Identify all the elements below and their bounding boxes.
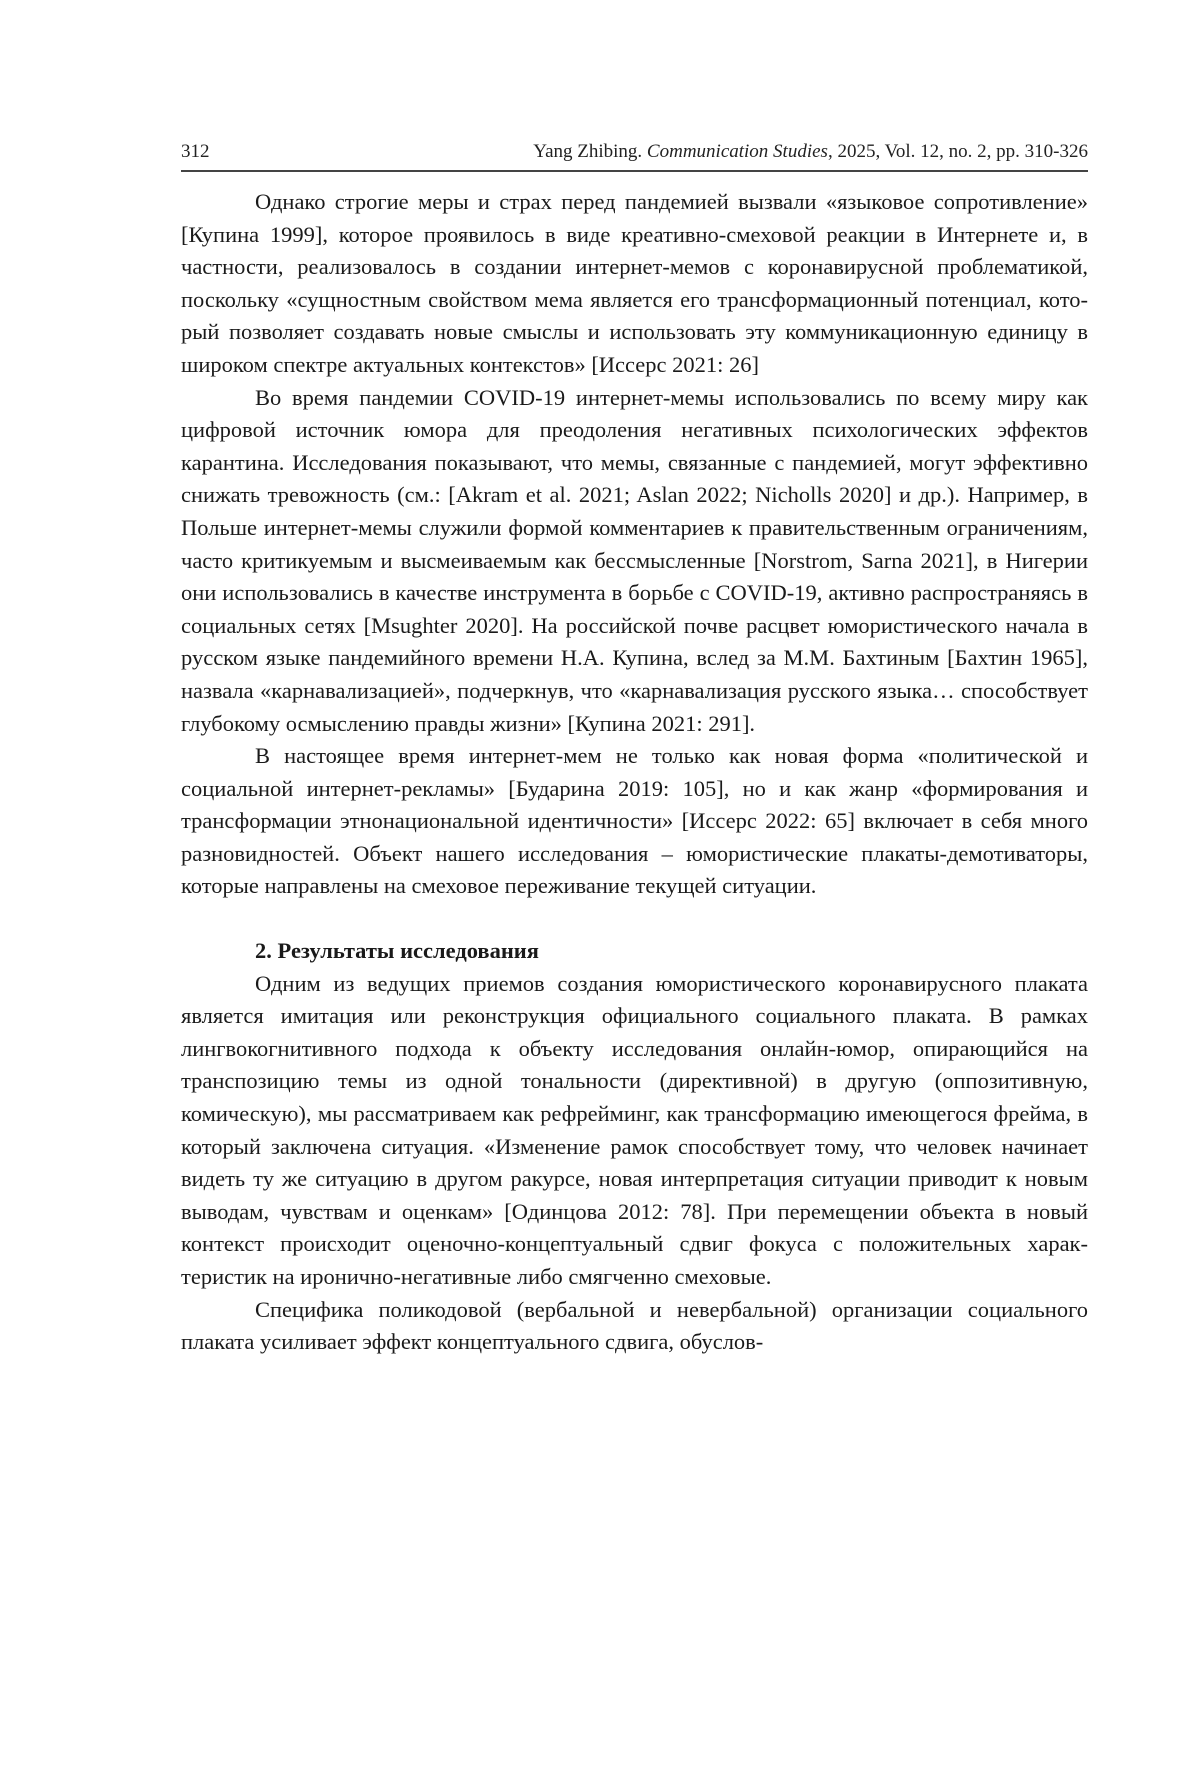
section-heading: 2. Результаты исследования <box>255 938 539 964</box>
document-page <box>181 140 1088 1359</box>
page-number: 312 <box>181 141 210 162</box>
citation-line <box>533 140 1088 164</box>
author-name: Yang Zhibing. <box>533 141 647 162</box>
paragraph: В настоящее время интернет-мем не только как новая форма «политической и социальной интернет-рекламы» [Бударина 2019: 105], но и как жанр «формирования и трансформации этнонациональной идентичности» [Иссерс 2022: 65] включает в себя много разновидностей. Объект нашего исследования – юмористические плакаты-демотиваторы, которые направлены на смеховое переживание текущей ситуации. <box>181 743 1088 899</box>
citation-details: , 2025, Vol. 12, no. 2, pp. 310-326 <box>827 141 1088 162</box>
running-header <box>181 140 1088 172</box>
article-body <box>181 186 1088 1359</box>
paragraph: Одним из ведущих приемов создания юмористического коронавирусного плаката является имитация или реконструкция официального социального плаката. В рамках лингвокогнитивного подхода к объекту исследования онлайн-юмор, опирающийся на транспозицию темы из одной тональности (директивной) в другую (оппозитивную, комическую), мы рассматриваем как рефрейминг, как трансформацию имеющегося фрейма, в который заключена ситуация. «Изменение рамок способствует тому, что человек начинает видеть ту же ситуацию в другом ракурсе, новая интерпретация ситуации приводит к новым выводам, чувствам и оценкам» [Одинцова 2012: 78]. При перемещении объекта в новый контекст происходит оценочно-концептуальный сдвиг фокуса с положительных характеристик на иронично-негативные либо смягченно смеховые. <box>181 970 1088 1289</box>
paragraph: Однако строгие меры и страх перед пандемией вызвали «языковое сопротивление» [Купина 1999], которое проявилось в виде креативно-смеховой реакции в Интернете и, в частности, реализовалось в создании интернет-мемов с коронавирусной проблематикой, поскольку «сущностным свойством мема является его трансформационный потенциал, который позволяет создавать новые смыслы и использовать эту коммуникационную единицу в широком спектре актуальных контекстов» [Иссерс 2021: 26] <box>181 189 1088 377</box>
paragraph: Во время пандемии COVID-19 интернет-мемы использовались по всему миру как цифровой источник юмора для преодоления негативных психологических эффектов карантина. Исследования показывают, что мемы, связанные с пандемией, могут эффективно снижать тревожность (см.: [Akram et al. 2021; Aslan 2022; Nicholls 2020] и др.). Например, в Польше интернет-мемы служили формой комментариев к правительственным ограничениям, часто критикуемым и высмеиваемым как бессмысленные [Norstrom, Sarna 2021], в Нигерии они использовались в качестве инструмента в борьбе с COVID-19, активно распространяясь в социальных сетях [Msughter 2020]. На российской почве расцвет юмористического начала в русском языке пандемийного времени Н.А. Купина, вслед за М.М. Бахтиным [Бахтин 1965], назвала «карнавализацией», подчеркнув, что «карнавализация русского языка… способствует глубокому осмыслению правды жизни» [Купина 2021: 291]. <box>181 384 1088 736</box>
journal-title: Communication Studies <box>646 141 828 162</box>
paragraph: Специфика поликодовой (вербальной и невербальной) организации социального плаката усиливает эффект концептуального сдвига, обуслов- <box>181 1296 1088 1355</box>
